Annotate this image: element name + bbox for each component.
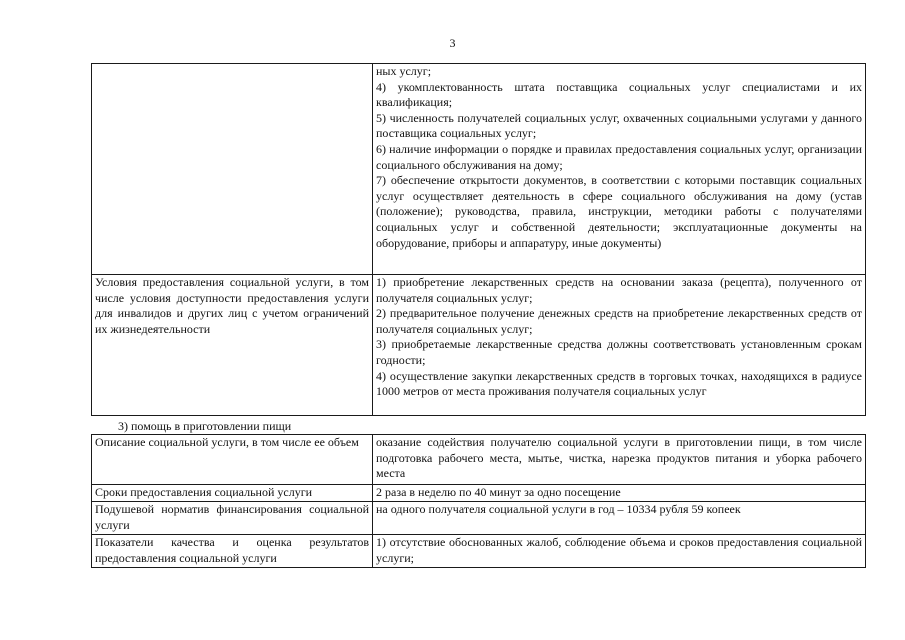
table-row	[92, 435, 866, 485]
list-item: на одного получателя социальной услуги в год – 10334 рубля 59 копеек	[376, 502, 741, 516]
table-row	[92, 485, 866, 502]
cooking-help-table	[91, 434, 866, 568]
list-item: 2 раза в неделю по 40 минут за одно посещение	[376, 485, 621, 499]
section-heading: 3) помощь в приготовлении пищи	[118, 419, 292, 433]
list-item: 4) укомплектованность штата поставщика социальных услуг специалистами и их квалификация;	[376, 79, 862, 110]
row-label-cell: Подушевой норматив финансирования социальной услуги	[92, 502, 373, 535]
list-item: 5) численность получателей социальных услуг, охваченных социальными услугами у данного поставщика социальных услуг;	[376, 110, 862, 141]
table-row	[92, 535, 866, 568]
list-item: 1) отсутствие обоснованных жалоб, соблюдение объема и сроков предоставления социальной услуги;	[376, 535, 862, 565]
row-label-cell	[92, 64, 373, 275]
row-content-cell	[373, 275, 866, 416]
row-content-cell	[373, 64, 866, 275]
row-content-cell	[373, 485, 866, 502]
services-table-continued	[91, 63, 866, 416]
table-row	[92, 275, 866, 416]
row-label-cell: Описание социальной услуги, в том числе ее объем	[92, 435, 373, 485]
table-row	[92, 502, 866, 535]
list-item: оказание содействия получателю социальной услуги в приготовлении пищи, в том числе подготовка рабочего места, мытье, чистка, нарезка продуктов питания и уборка рабочего места	[376, 435, 862, 481]
list-item: 4) осуществление закупки лекарственных средств в торговых точках, находящихся в радиусе 1000 метров от места проживания получателя социальных услуг	[376, 368, 862, 399]
row-content-cell	[373, 535, 866, 568]
row-content-cell	[373, 435, 866, 485]
list-item: 3) приобретаемые лекарственные средства должны соответствовать установленным срокам годности;	[376, 337, 862, 367]
list-item: 7) обеспечение открытости документов, в соответствии с которыми поставщик социальных услуг осуществляет деятельность в сфере социального обслуживания на дому (устав (положение); руководства, правила, инструкции, методики работы с получателями социальных услуг и собственной деятельности; эксплуатационные документы на оборудование, приборы и аппаратуру, иные документы)	[376, 173, 862, 250]
list-item: ных услуг;	[376, 64, 432, 78]
row-label-cell: Показатели качества и оценка результатов предоставления социальной услуги	[92, 535, 373, 568]
list-item: 2) предварительное получение денежных средств на приобретение лекарственных средств от получателя социальных услуг;	[376, 306, 862, 336]
row-label-cell: Сроки предоставления социальной услуги	[92, 485, 373, 502]
page-number: 3	[449, 36, 456, 50]
list-item: 1) приобретение лекарственных средств на основании заказа (рецепта), полученного от получателя социальных услуг;	[376, 275, 862, 305]
table-row	[92, 64, 866, 275]
row-content-cell	[373, 502, 866, 535]
row-label-cell: Условия предоставления социальной услуги, в том числе условия доступности предоставления услуги для инвалидов и других лиц с учетом ограничений их жизнедеятельности	[92, 275, 373, 416]
list-item: 6) наличие информации о порядке и правилах предоставления социальных услуг, организации социального обслуживания на дому;	[376, 141, 862, 172]
